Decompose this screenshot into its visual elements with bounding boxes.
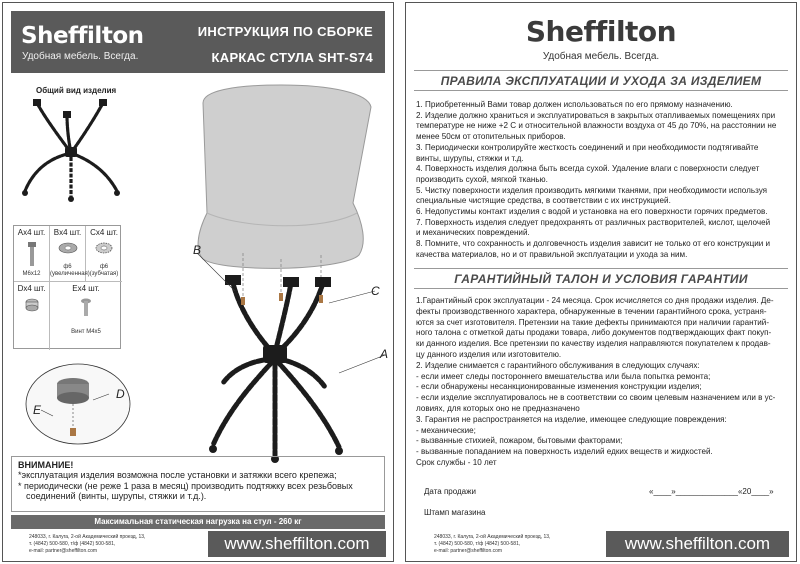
warranty-line: 1.Гарантийный срок эксплуатации - 24 месяца. Срок исчисляется со дня продажи изделия. Де- (416, 296, 774, 305)
foot-detail-illustration (23, 358, 138, 446)
part-a: Ax4 шт. M6x12 (14, 226, 50, 282)
rules-list (416, 100, 788, 261)
website-link[interactable]: www.sheffilton.com (208, 531, 386, 557)
callout-a: A (380, 347, 389, 361)
divider (414, 268, 788, 269)
callout-c: C (371, 284, 380, 298)
rules-line: менее 50см от отопительных приборов. (416, 132, 566, 142)
attention-line: *эксплуатация изделия возможна после установки и затяжки всего крепежа; (18, 470, 337, 480)
divider (414, 70, 788, 71)
rules-line: 7. Поверхность изделия следует предохранять от различных растворителей, кислот, щелочей (416, 217, 771, 227)
callout-d: D (116, 387, 125, 401)
warranty-line: ются за счет изготовителя. Претензии на такие дефекты принимаются при наличии гарантий- (416, 317, 770, 327)
header-band (11, 11, 385, 73)
warranty-line: - вызванные стихией, пожаром, бытовыми факторами; (416, 436, 623, 446)
washer-icon (58, 242, 78, 254)
rules-line: 2. Изделие должно храниться и эксплуатироваться в закрытых отапливаемых помещениях при (416, 110, 776, 120)
brand-logo: Sheffilton (21, 23, 144, 49)
warranty-line: ки данного изделия. Все претензии по качеству изделия направляются покупателем к продав- (416, 339, 771, 349)
warranty-line: ного талона с отметкой даты продажи товара, либо документов подтверждающих факт покуп- (416, 328, 772, 338)
product-title: КАРКАС СТУЛА SHT-S74 (211, 50, 373, 65)
sale-date-label: Дата продажи (424, 487, 476, 496)
divider (414, 288, 788, 289)
warranty-line: фекты производственного характера, обнаруженные в течении гарантийного срока, устраня- (416, 306, 767, 316)
company-address: 248033, г. Калуга, 2-ой Академический проезд, 13, т. (4842) 500-580, т/ф (4842) 500-581, e-mail: partner@sheffilton.com (434, 534, 551, 554)
part-e: Ex4 шт. Винт M4x5 (71, 284, 101, 335)
rules-line: 6. Недопустимы контакт изделия с водой и установка на его поверхности горячих предметов. (416, 207, 768, 217)
rules-line: 8. Помните, что сохранность и долговечность изделия зависит не только от его конструкции и (416, 239, 771, 249)
rules-line: 4. Поверхность изделия должна быть всегда сухой. Удаление влаги с поверхности следует (416, 164, 760, 174)
attention-line: * периодически (не реже 1 раза в месяц) производить подтяжку всех резьбовых (18, 480, 353, 491)
warranty-line: Срок службы - 10 лет (416, 457, 497, 467)
screw-icon (80, 298, 92, 318)
shop-stamp-label: Штамп магазина (424, 508, 486, 517)
warranty-line: - если имеет следы постороннего вмешательства или была попытка ремонта; (416, 371, 711, 381)
part-d: Dx4 шт. (14, 282, 50, 350)
rules-line: 5. Чистку поверхности изделия производить мягкими тканями, при необходимости используя (416, 185, 768, 195)
toothed-washer-icon (95, 242, 113, 254)
warranty-line: - если изделие эксплуатировалось не в соответствии со своим целевым назначением или в ус- (416, 393, 776, 403)
callout-b: B (193, 243, 202, 257)
assembly-instruction-page (2, 2, 394, 562)
rules-line: производить сухой, мягкой тканью. (416, 174, 548, 184)
website-link[interactable]: www.sheffilton.com (606, 531, 789, 557)
warranty-line: цу данного изделия или изготовителю. (416, 349, 562, 359)
part-b: Bx4 шт. ф6 (увеличенная) (50, 226, 86, 282)
company-address: 248033, г. Калуга, 2-ой Академический проезд, 13, т. (4842) 500-580, т/ф (4842) 500-581, e-mail: partner@sheffilton.com (29, 534, 146, 554)
bolt-icon (26, 242, 38, 266)
rules-line: качества материалов, но и от правильной эксплуатации и ухода за ним. (416, 249, 688, 259)
warranty-line: 2. Изделие снимается с гарантийного обслуживания в следующих случаях: (416, 360, 700, 370)
callout-e: E (33, 403, 42, 417)
brand-tagline: Удобная мебель. Всегда. (22, 51, 139, 62)
frame-overview-illustration (13, 95, 128, 205)
foot-cap-icon (24, 298, 40, 312)
max-load-banner: Максимальная статическая нагрузка на стул - 260 кг (11, 515, 385, 529)
rules-line: 1. Приобретенный Вами товар должен использоваться по его прямому назначению. (416, 100, 733, 109)
part-c: Cx4 шт. ф6 (зубчатая) (86, 226, 122, 282)
brand-logo: Sheffilton (525, 15, 677, 48)
warranty-page (405, 2, 797, 562)
general-view-label: Общий вид изделия (36, 86, 117, 95)
sale-date-field: «____»______________«20____» (649, 487, 774, 496)
rules-line: 3. Периодически контролируйте жесткость соединений и при необходимости подтягивайте (416, 142, 759, 152)
warranty-line: 3. Гарантия не распространяется на изделие, имеющее следующие повреждения: (416, 414, 727, 424)
rules-line: специальные чистящие средства, в соответствии с их инструкцией. (416, 196, 671, 206)
warranty-title: ГАРАНТИЙНЫЙ ТАЛОН И УСЛОВИЯ ГАРАНТИИ (454, 272, 748, 286)
attention-note (11, 456, 385, 512)
rules-line: и механических повреждений. (416, 228, 530, 238)
rules-line: температуре не ниже +2 С и относительной влажности воздуха от 45 до 70%, на расстоянии не (416, 121, 777, 131)
brand-tagline: Удобная мебель. Всегда. (542, 51, 660, 62)
warranty-line: ловиях, для которых оно не предназначено (416, 403, 580, 413)
attention-title: ВНИМАНИЕ! (18, 460, 74, 470)
chair-exploded-illustration (163, 83, 393, 468)
warranty-line: - механические; (416, 425, 476, 435)
warranty-line: - если обнаружены несанкционированные изменения конструкции изделия; (416, 382, 702, 392)
divider (414, 90, 788, 91)
warranty-terms (416, 296, 788, 469)
rules-line: винты, шурупы, стяжки и т.д. (416, 153, 524, 163)
attention-line: соединений (винты, шурупы, стяжки и т.д.). (26, 491, 207, 501)
rules-title: ПРАВИЛА ЭКСПЛУАТАЦИИ И УХОДА ЗА ИЗДЕЛИЕМ (440, 74, 762, 88)
instruction-title: ИНСТРУКЦИЯ ПО СБОРКЕ (197, 24, 373, 39)
parts-table (13, 225, 121, 349)
warranty-line: - вызванные попаданием на поверхность изделий едких веществ и жидкостей. (416, 447, 713, 457)
